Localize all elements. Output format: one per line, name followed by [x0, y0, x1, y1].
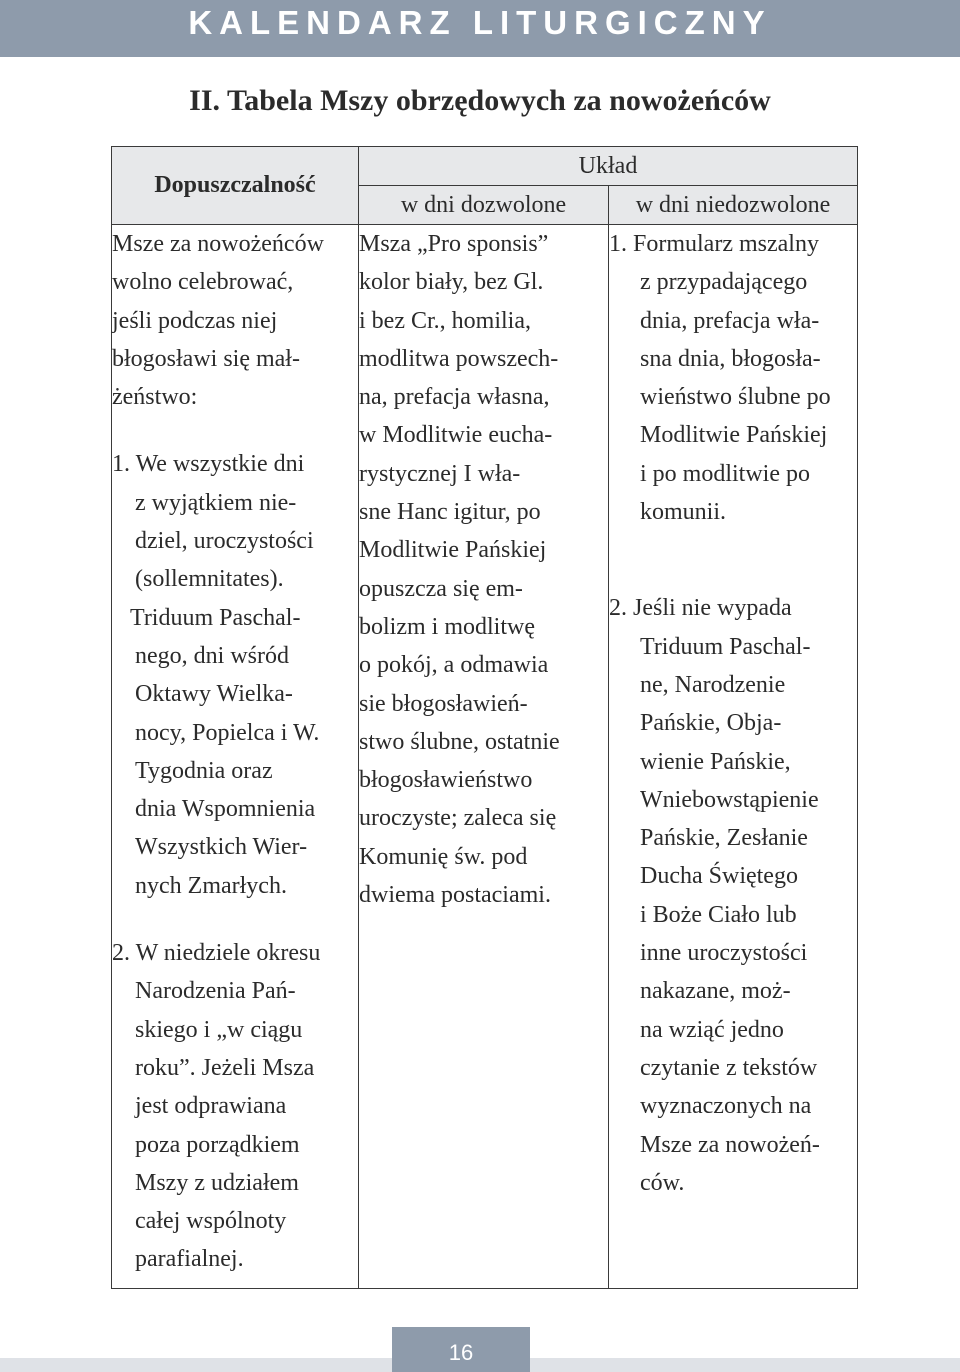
cell-line: ców.	[640, 1169, 685, 1196]
cell-line: z przypadającego	[640, 269, 808, 296]
cell-line: i Boże Ciało lub	[640, 901, 797, 928]
cell-line: żeństwo:	[112, 384, 198, 411]
cell-line: Komunię św. pod	[359, 843, 528, 870]
cell-line: nocy, Popielca i W.	[135, 719, 320, 746]
cell-line: 2. Jeśli nie wypada	[609, 595, 792, 622]
disallowed-days-cell	[609, 225, 858, 1289]
cell-line: dnia, prefacja wła-	[640, 307, 820, 334]
cell-line: Pańskie, Zesłanie	[640, 825, 808, 852]
cell-line: Narodzenia Pań-	[135, 978, 296, 1005]
admissibility-item-2	[112, 934, 358, 1279]
admissibility-item-1	[112, 445, 358, 905]
running-header-title: KALENDARZ LITURGICZNY	[188, 4, 772, 41]
cell-line: wienie Pańskie,	[640, 748, 791, 775]
cell-line: jeśli podczas niej	[112, 307, 278, 334]
cell-line: i po modlitwie po	[640, 460, 810, 487]
cell-line: dziel, uroczystości	[135, 528, 314, 555]
cell-line: i bez Cr., homilia,	[359, 307, 531, 334]
cell-line: Msze za nowożeń-	[640, 1131, 820, 1158]
cell-line: w Modlitwie eucha-	[359, 422, 553, 449]
cell-line: roku”. Jeżeli Msza	[135, 1054, 315, 1081]
cell-line: wieństwo ślubne po	[640, 384, 831, 411]
cell-line: błogosławieństwo	[359, 767, 533, 794]
cell-line: poza porządkiem	[135, 1131, 300, 1158]
disallowed-item-2	[609, 589, 857, 1202]
cell-line: sna dnia, błogosła-	[640, 345, 821, 372]
cell-line: nych Zmarłych.	[135, 872, 287, 899]
allowed-days-cell	[359, 225, 609, 1289]
cell-line: komunii.	[640, 499, 727, 526]
page-number: 16	[448, 1340, 474, 1365]
cell-line: całej wspólnoty	[135, 1208, 287, 1235]
section-title: II. Tabela Mszy obrzędowych za nowożeńców	[189, 84, 771, 117]
cell-line: parafialnej.	[135, 1246, 244, 1273]
cell-line: inne uroczystości	[640, 940, 808, 967]
admissibility-cell	[112, 225, 359, 1289]
header-allowed-days: w dni dozwolone	[359, 186, 609, 225]
cell-line: Pańskie, Obja-	[640, 710, 782, 737]
cell-line: sie błogosławień-	[359, 690, 528, 717]
cell-line: czytanie z tekstów	[640, 1054, 818, 1081]
cell-line: Modlitwie Pańskiej	[359, 537, 547, 564]
cell-line: Msze za nowożeńców	[112, 231, 324, 257]
cell-line: uroczyste; zaleca się	[359, 805, 557, 832]
cell-line: Modlitwie Pańskiej	[640, 422, 828, 449]
cell-line: 1. Formularz mszalny	[609, 231, 819, 257]
cell-line: bolizm i modlitwę	[359, 613, 535, 640]
cell-line: wyznaczonych na	[640, 1093, 812, 1120]
cell-line: Ducha Świętego	[640, 863, 798, 890]
cell-line: stwo ślubne, ostatnie	[359, 728, 560, 755]
cell-line: 1. We wszystkie dni	[112, 451, 305, 478]
allowed-days-text	[359, 225, 608, 914]
cell-line: (sollemnitates).	[135, 566, 284, 593]
cell-line: nakazane, moż-	[640, 978, 791, 1005]
header-layout: Układ	[359, 147, 858, 186]
header-disallowed-days: w dni niedozwolone	[609, 186, 858, 225]
cell-line: Oktawy Wielka-	[135, 681, 293, 708]
cell-line: opuszcza się em-	[359, 575, 523, 602]
disallowed-item-1	[609, 225, 857, 531]
cell-line: na, prefacja własna,	[359, 384, 550, 411]
cell-line: sne Hanc igitur, po	[359, 499, 541, 526]
cell-line: na wziąć jedno	[640, 1016, 784, 1043]
cell-line: wolno celebrować,	[112, 269, 294, 296]
cell-line: Wniebowstąpienie	[640, 786, 819, 813]
cell-line: Tygodnia oraz	[135, 757, 273, 784]
cell-line: z wyjątkiem nie-	[135, 489, 297, 516]
cell-line: Triduum Paschal-	[130, 604, 301, 631]
cell-line: błogosławi się mał-	[112, 345, 300, 372]
header-admissibility: Dopuszczalność	[112, 147, 359, 225]
cell-line: 2. W niedziele okresu	[112, 940, 321, 967]
cell-line: dwiema postaciami.	[359, 882, 551, 909]
cell-line: Mszy z udziałem	[135, 1169, 299, 1196]
cell-line: Wszystkich Wier-	[135, 834, 308, 861]
cell-line: dnia Wspomnienia	[135, 796, 316, 823]
admissibility-intro	[112, 225, 358, 416]
cell-line: kolor biały, bez Gl.	[359, 269, 544, 296]
cell-line: modlitwa powszech-	[359, 345, 559, 372]
cell-line: jest odprawiana	[135, 1093, 287, 1120]
cell-line: ne, Narodzenie	[640, 671, 786, 698]
cell-line: rystycznej I wła-	[359, 460, 521, 487]
cell-line: Triduum Paschal-	[640, 633, 811, 660]
ritual-mass-table	[111, 146, 858, 1289]
cell-line: Msza „Pro sponsis”	[359, 231, 549, 257]
table-header-row	[112, 147, 858, 186]
cell-line: skiego i „w ciągu	[135, 1016, 303, 1043]
table-row	[112, 225, 858, 1289]
cell-line: o pokój, a odmawia	[359, 652, 549, 679]
cell-line: nego, dni wśród	[135, 642, 289, 669]
